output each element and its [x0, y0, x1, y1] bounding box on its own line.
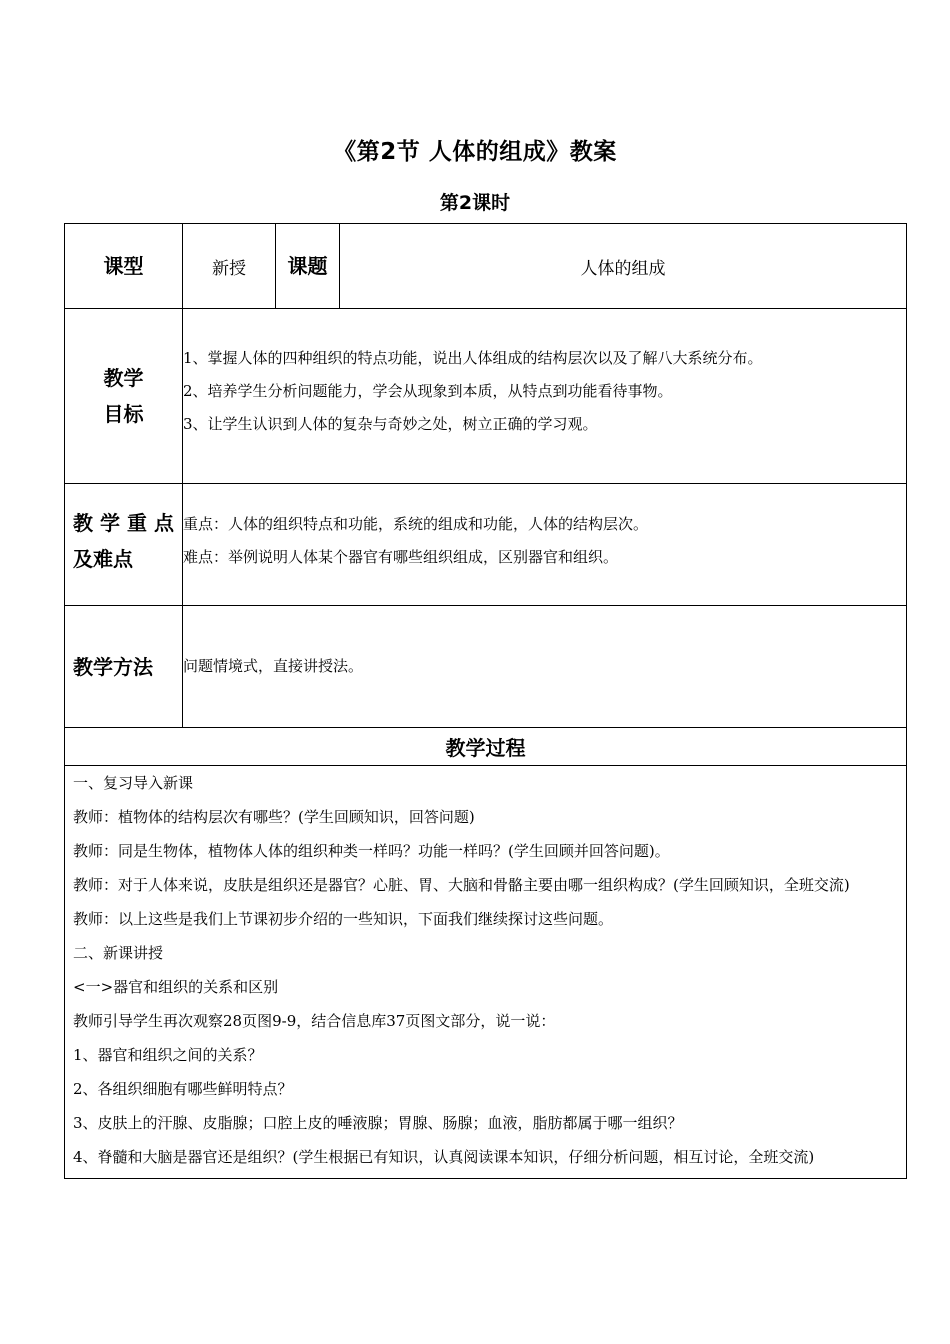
process-line: 一、复习导入新课	[73, 774, 194, 792]
goals-label-line1: 教学	[103, 366, 144, 390]
method-row	[65, 606, 907, 728]
process-line: 2、各组织细胞有哪些鲜明特点？	[73, 1080, 293, 1098]
method-label: 教学方法	[65, 606, 183, 728]
goal-item: 1、掌握人体的四种组织的特点功能，说出人体组成的结构层次以及了解八大系统分布。	[183, 348, 763, 367]
keypoint-item: 重点：人体的组织特点和功能，系统的组成和功能，人体的结构层次。	[183, 515, 649, 533]
keypoints-row	[65, 484, 907, 606]
process-line: <一>器官和组织的关系和区别	[73, 978, 279, 996]
keypoint-item: 难点：举例说明人体某个器官有哪些组织组成，区别器官和组织。	[183, 548, 619, 566]
lesson-period: 第2课时	[439, 192, 511, 214]
goal-item: 2、培养学生分析问题能力，学会从现象到本质，从特点到功能看待事物。	[183, 381, 673, 400]
process-line: 3、皮肤上的汗腺、皮脂腺；口腔上皮的唾液腺；胃腺、肠腺；血液，脂肪都属于哪一组织？	[73, 1114, 683, 1132]
topic-label: 课题	[276, 224, 340, 309]
lesson-plan-table	[64, 223, 907, 1179]
process-content	[65, 766, 907, 1179]
process-line: 教师：对于人体来说，皮肤是组织还是器官？心脏、胃、大脑和骨骼主要由哪一组织构成？(学生回顾知识，全班交流)	[73, 876, 850, 894]
keypoints-content	[183, 484, 907, 606]
type-topic-row	[65, 224, 907, 309]
goals-row	[65, 309, 907, 484]
process-line: 1、器官和组织之间的关系？	[73, 1046, 263, 1064]
document-title: 《第2节 人体的组成》教案	[333, 139, 617, 165]
goals-content	[183, 309, 907, 484]
goals-label	[65, 309, 183, 484]
process-line: 教师：以上这些是我们上节课初步介绍的一些知识，下面我们继续探讨这些问题。	[73, 910, 614, 928]
type-label: 课型	[65, 224, 183, 309]
process-header: 教学过程	[65, 728, 907, 766]
goals-label-line2: 目标	[103, 402, 144, 426]
goal-item: 3、让学生认识到人体的复杂与奇妙之处，树立正确的学习观。	[183, 414, 598, 433]
process-line: 教师引导学生再次观察28页图9-9，结合信息库37页图文部分，说一说：	[73, 1012, 556, 1030]
topic-value: 人体的组成	[340, 224, 907, 309]
keypoints-label-line2: 及难点	[73, 546, 133, 571]
keypoints-label-line1: 教学重点	[73, 510, 181, 535]
method-value: 问题情境式，直接讲授法。	[183, 606, 907, 728]
keypoints-label	[65, 484, 183, 606]
process-line: 教师：同是生物体，植物体人体的组织种类一样吗？功能一样吗？(学生回顾并回答问题)。	[73, 842, 670, 860]
type-value: 新授	[183, 224, 276, 309]
process-line: 二、新课讲授	[73, 944, 164, 962]
process-row	[65, 766, 907, 1179]
process-header-row	[65, 728, 907, 766]
process-line: 教师：植物体的结构层次有哪些？(学生回顾知识，回答问题)	[73, 808, 475, 826]
process-line: 4、脊髓和大脑是器官还是组织？(学生根据已有知识，认真阅读课本知识，仔细分析问题，相互讨论，全班交流)	[73, 1148, 815, 1166]
